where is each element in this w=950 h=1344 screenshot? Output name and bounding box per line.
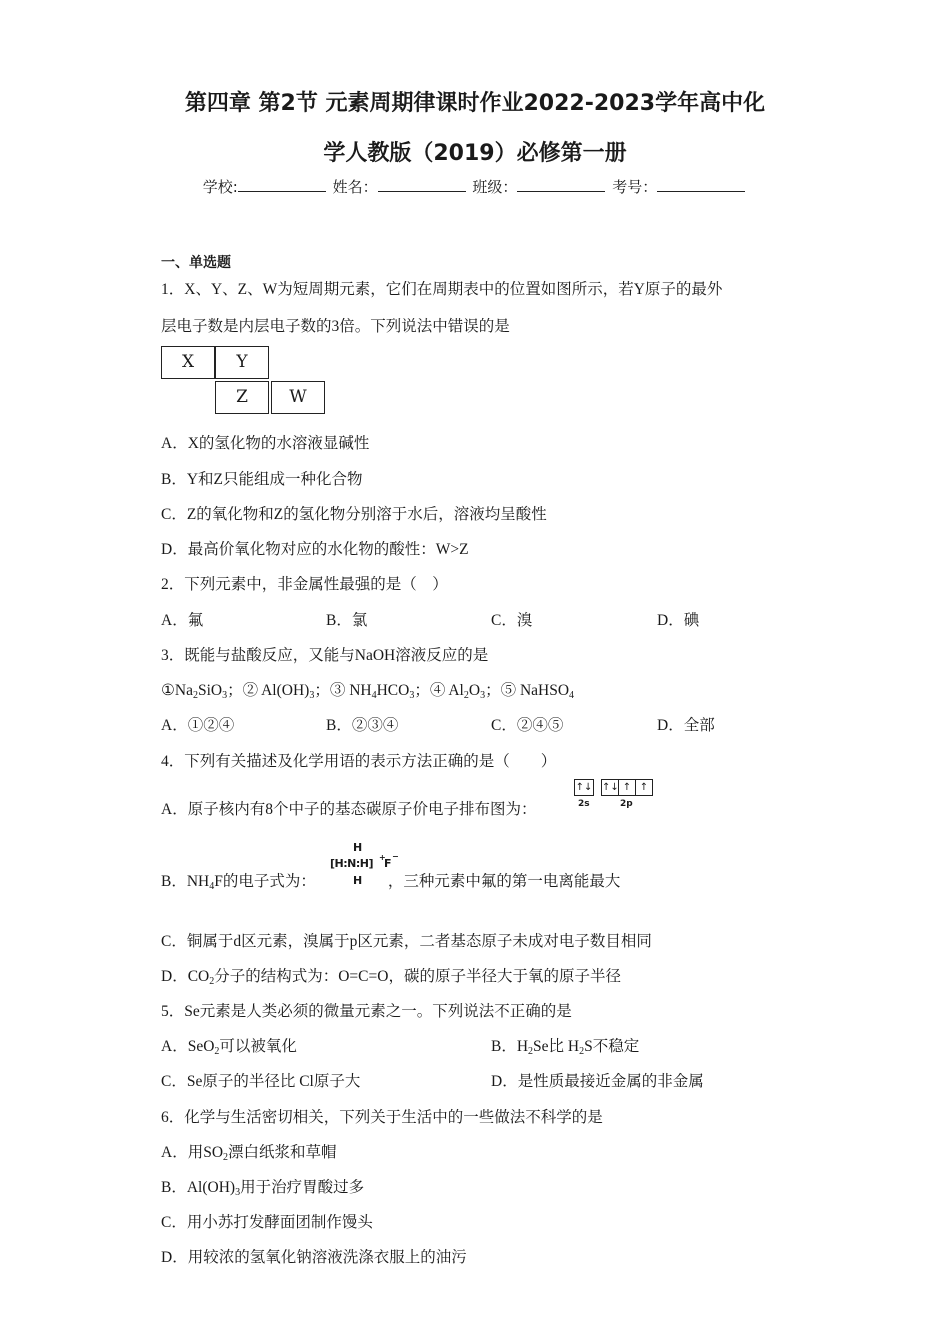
q2-option-b[interactable]: B．氯 — [326, 612, 368, 629]
q5-option-c[interactable]: C．Se原子的半径比 Cl原子大 — [161, 1073, 361, 1090]
student-info-row — [0, 176, 950, 197]
q6-option-d[interactable]: D．用较浓的氢氧化钠溶液洗涤衣服上的油污 — [161, 1249, 467, 1266]
orbital-2s-box: ↑↓ — [574, 779, 594, 796]
page-title-line2: 学人教版（2019）必修第一册 — [323, 141, 627, 166]
section-title: 一、单选题 — [161, 255, 231, 271]
q6-option-b[interactable]: B．$Al(OH)_3$用于治疗胃酸过多 — [161, 1179, 365, 1198]
orbital-2p-box-1: ↑↓ — [601, 779, 619, 796]
q2-option-d[interactable]: D．碘 — [657, 612, 700, 629]
q3-stem: 3．既能与盐酸反应，又能与NaOH溶液反应的是 — [161, 647, 489, 664]
ef-center: [H:N:H] — [330, 857, 373, 870]
q2-stem: 2．下列元素中，非金属性最强的是（ ） — [161, 576, 448, 593]
orbital-2p-box-2: ↑ — [618, 779, 636, 796]
ef-plus: + — [379, 853, 386, 862]
exam-no-label: 考号： — [612, 178, 658, 196]
q2-option-c[interactable]: C．溴 — [491, 612, 533, 629]
school-label: 学校: — [202, 178, 238, 196]
q3-option-a[interactable]: A．①②④ — [161, 717, 235, 734]
cell-z: Z — [215, 381, 269, 414]
school-blank[interactable] — [238, 177, 326, 192]
q1-stem-line2: 层电子数是内层电子数的3倍。下列说法中错误的是 — [161, 318, 510, 335]
q3-option-c[interactable]: C．②④⑤ — [491, 717, 564, 734]
q1-option-a[interactable]: A．X的氢化物的水溶液显碱性 — [161, 435, 370, 452]
q4-option-c[interactable]: C．铜属于d区元素，溴属于p区元素，二者基态原子未成对电子数目相同 — [161, 933, 652, 950]
q3-option-d[interactable]: D．全部 — [657, 717, 715, 734]
q6-stem: 6．化学与生活密切相关，下列关于生活中的一些做法不科学的是 — [161, 1109, 603, 1126]
q3-option-b[interactable]: B．②③④ — [326, 717, 399, 734]
page-title-line1: 第四章 第2节 元素周期律课时作业2022-2023学年高中化 — [184, 91, 766, 116]
orbital-2p-box-3: ↑ — [635, 779, 653, 796]
q5-option-b[interactable]: B．$H_2Se$比 $H_2S$不稳定 — [491, 1038, 640, 1057]
ef-h-bottom: H — [353, 874, 363, 887]
ef-anion: F — [384, 857, 392, 870]
q4-option-d[interactable]: D．$CO_2$分子的结构式为：O=C=O，碳的原子半径大于氧的原子半径 — [161, 968, 621, 987]
q4-option-b[interactable]: B．$NH_4F$的电子式为： ，三种元素中氟的第一电离能最大 — [161, 873, 621, 892]
q2-option-a[interactable]: A．氟 — [161, 612, 204, 629]
name-blank[interactable] — [378, 177, 466, 192]
q4-option-a[interactable]: A．原子核内有8个中子的基态碳原子价电子排布图为： — [161, 801, 537, 818]
ef-h-top: H — [353, 841, 363, 854]
q1-option-d[interactable]: D．最高价氧化物对应的水化物的酸性：W>Z — [161, 541, 469, 558]
q1-option-b[interactable]: B．Y和Z只能组成一种化合物 — [161, 471, 363, 488]
class-label: 班级： — [472, 178, 518, 196]
orbital-2s-label: 2s — [578, 799, 590, 809]
class-blank[interactable] — [517, 177, 605, 192]
q5-stem: 5．Se元素是人类必须的微量元素之一。下列说法不正确的是 — [161, 1003, 572, 1020]
nh4f-electron-formula — [330, 841, 400, 891]
q4-stem: 4．下列有关描述及化学用语的表示方法正确的是（ ） — [161, 753, 557, 770]
cell-w: W — [271, 381, 325, 414]
q1-option-c[interactable]: C．Z的氧化物和Z的氢化物分别溶于水后，溶液均呈酸性 — [161, 506, 547, 523]
cell-y: Y — [215, 346, 269, 379]
ef-minus: − — [392, 852, 399, 861]
cell-x: X — [161, 346, 215, 379]
q5-option-a[interactable]: A．SeO$_2$可以被氧化 — [161, 1038, 297, 1057]
q6-option-c[interactable]: C．用小苏打发酵面团制作馒头 — [161, 1214, 373, 1231]
q1-stem-line1: 1．X、Y、Z、W为短周期元素，它们在周期表中的位置如图所示，若Y原子的最外 — [161, 281, 723, 298]
q3-items: $①Na_2SiO_3$；② $Al(OH)_3$；③ $NH_4HCO_3$；④ $Al_2O_3$；⑤ NaHSO$_4$ — [161, 682, 575, 701]
exam-no-blank[interactable] — [657, 177, 745, 192]
q5-option-d[interactable]: D．是性质最接近金属的非金属 — [491, 1073, 704, 1090]
q6-option-a[interactable]: A．用$SO_2$漂白纸浆和草帽 — [161, 1144, 337, 1163]
name-label: 姓名： — [332, 178, 378, 196]
orbital-2p-label: 2p — [620, 799, 633, 809]
